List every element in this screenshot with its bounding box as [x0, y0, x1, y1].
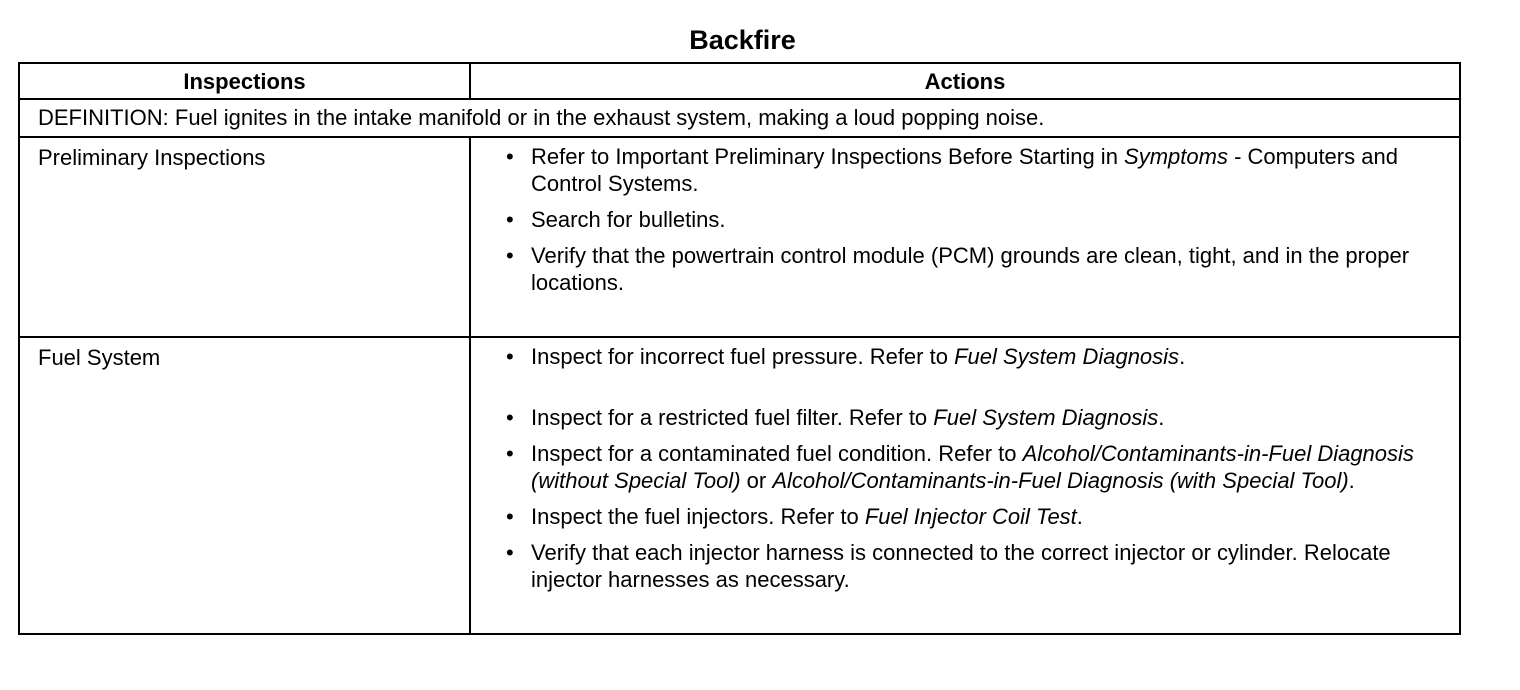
action-reference: Fuel Injector Coil Test	[864, 504, 1077, 529]
bullet-icon: •	[506, 243, 514, 268]
definition-row	[19, 99, 1460, 137]
action-item	[503, 206, 1439, 233]
inspection-cell: Fuel System	[19, 337, 470, 634]
action-text: .	[1158, 405, 1165, 430]
bullet-icon: •	[506, 504, 514, 529]
action-text: - Computers and Control Systems.	[531, 144, 1398, 196]
table-row	[19, 137, 1460, 337]
action-text: .	[1179, 344, 1186, 369]
bullet-icon: •	[506, 441, 514, 466]
action-item	[503, 143, 1439, 197]
action-text: Inspect for a restricted fuel filter. Refer to	[531, 405, 934, 430]
action-text: Search for bulletins.	[531, 207, 726, 232]
action-reference: Fuel System Diagnosis	[954, 344, 1180, 369]
action-text: or	[740, 468, 773, 493]
action-item	[503, 343, 1439, 370]
table-header-row	[19, 63, 1460, 99]
actions-cell	[470, 137, 1460, 337]
header-inspections: Inspections	[19, 63, 470, 99]
action-reference: Fuel System Diagnosis	[933, 405, 1159, 430]
diagnosis-table	[18, 62, 1461, 635]
action-item	[503, 242, 1439, 296]
action-item	[503, 404, 1439, 431]
action-text: .	[1076, 504, 1083, 529]
action-reference: Symptoms	[1124, 144, 1228, 169]
inspection-cell: Preliminary Inspections	[19, 137, 470, 337]
action-text: Refer to Important Preliminary Inspections Before Starting in	[531, 144, 1125, 169]
definition-text: DEFINITION: Fuel ignites in the intake manifold or in the exhaust system, making a loud popping noise.	[19, 99, 1460, 137]
action-text: Inspect for a contaminated fuel condition. Refer to	[531, 441, 1023, 466]
bullet-icon: •	[506, 344, 514, 369]
action-text: Verify that the powertrain control module (PCM) grounds are clean, tight, and in the proper locations.	[531, 243, 1410, 295]
action-item	[503, 503, 1439, 530]
action-text: Verify that each injector harness is connected to the correct injector or cylinder. Relocate injector harnesses as necessary.	[531, 540, 1391, 592]
action-text: Inspect the fuel injectors. Refer to	[531, 504, 865, 529]
action-item	[503, 440, 1439, 494]
table-row	[19, 337, 1460, 634]
actions-cell	[470, 337, 1460, 634]
action-reference: Alcohol/Contaminants-in-Fuel Diagnosis (with Special Tool)	[772, 468, 1349, 493]
bullet-icon: •	[506, 207, 514, 232]
action-text: Inspect for incorrect fuel pressure. Refer to	[531, 344, 955, 369]
action-item	[503, 539, 1439, 593]
bullet-icon: •	[506, 405, 514, 430]
action-text: .	[1348, 468, 1355, 493]
bullet-icon: •	[506, 144, 514, 169]
page-title: Backfire	[689, 25, 796, 55]
bullet-icon: •	[506, 540, 514, 565]
action-reference: Alcohol/Contaminants-in-Fuel Diagnosis (without Special Tool)	[531, 441, 1414, 493]
header-actions: Actions	[470, 63, 1460, 99]
